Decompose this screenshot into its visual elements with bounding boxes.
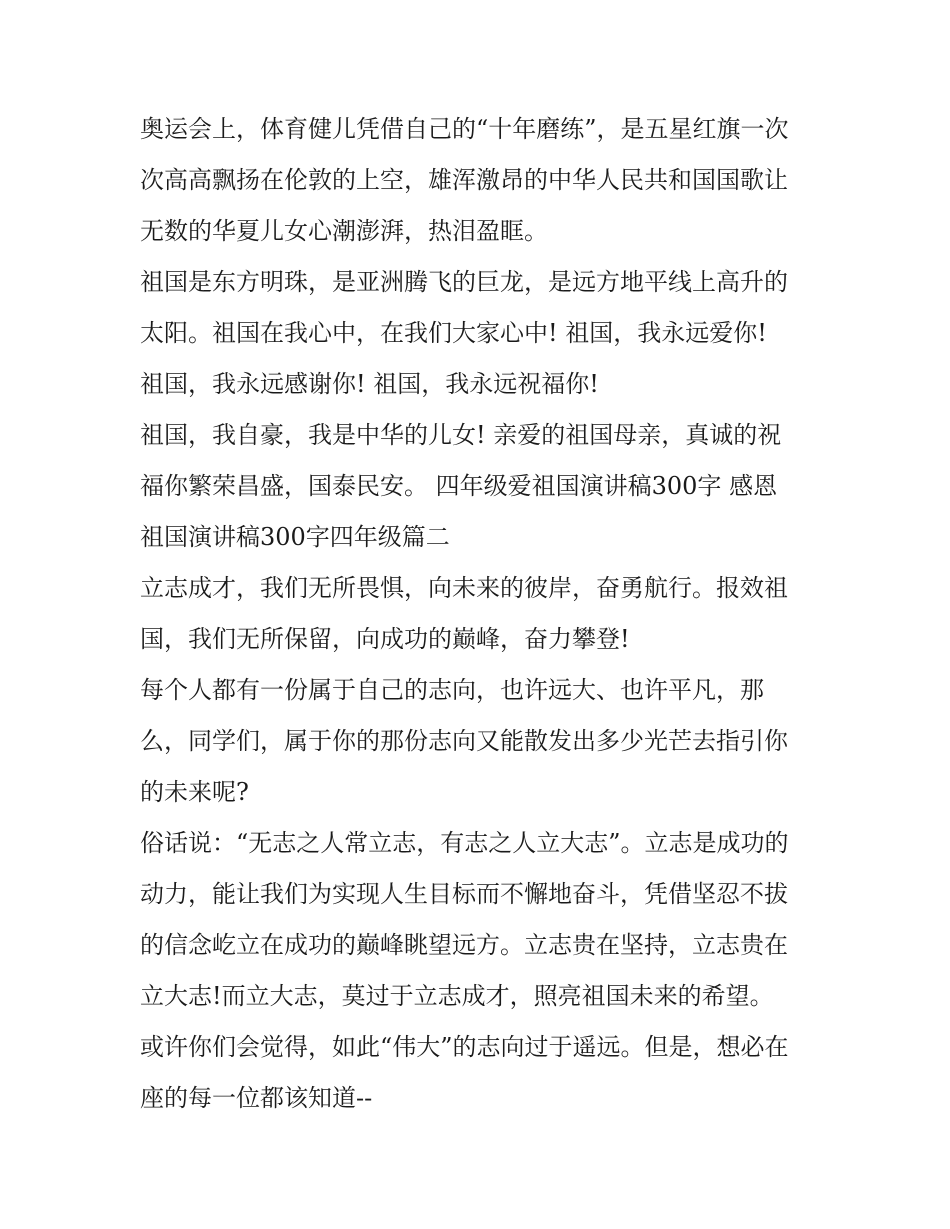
text-line: 次高高飘扬在伦敦的上空，雄浑激昂的中华人民共和国国歌让 [140,166,788,194]
text-line: 祖国，我永远感谢你! 祖国，我永远祝福你! [140,370,599,398]
text-line: 国，我们无所保留，向成功的巅峰，奋力攀登! [140,625,630,653]
text-line: 祖国演讲稿300字四年级篇二 [140,523,450,551]
text-line: 祖国是东方明珠，是亚洲腾飞的巨龙，是远方地平线上高升的 [140,268,788,296]
text-line: 么，同学们，属于你的那份志向又能散发出多少光芒去指引你 [140,727,788,755]
text-line: 或许你们会觉得，如此“伟大”的志向过于遥远。但是，想必在 [140,1033,789,1061]
text-line: 的未来呢? [140,778,249,806]
text-line: 座的每一位都该知道-- [140,1084,373,1112]
text-line: 太阳。祖国在我心中，在我们大家心中! 祖国，我永远爱你! [140,319,767,347]
text-line: 福你繁荣昌盛，国泰民安。 四年级爱祖国演讲稿300字 感恩 [140,472,778,500]
text-line: 俗话说：“无志之人常立志，有志之人立大志”。立志是成功的 [140,829,789,857]
text-line: 的信念屹立在成功的巅峰眺望远方。立志贵在坚持，立志贵在 [140,931,788,959]
text-line: 立大志!而立大志，莫过于立志成才，照亮祖国未来的希望。 [140,982,774,1010]
text-line: 奥运会上，体育健儿凭借自己的“十年磨练”，是五星红旗一次 [140,115,789,143]
text-line: 无数的华夏儿女心潮澎湃，热泪盈眶。 [140,217,548,245]
text-line: 立志成才，我们无所畏惧，向未来的彼岸，奋勇航行。报效祖 [140,574,788,602]
text-line: 祖国，我自豪，我是中华的儿女! 亲爱的祖国母亲，真诚的祝 [140,421,782,449]
text-line: 每个人都有一份属于自己的志向，也许远大、也许平凡，那 [140,676,764,704]
text-line: 动力，能让我们为实现人生目标而不懈地奋斗，凭借坚忍不拔 [140,880,788,908]
document-body [140,104,812,1124]
